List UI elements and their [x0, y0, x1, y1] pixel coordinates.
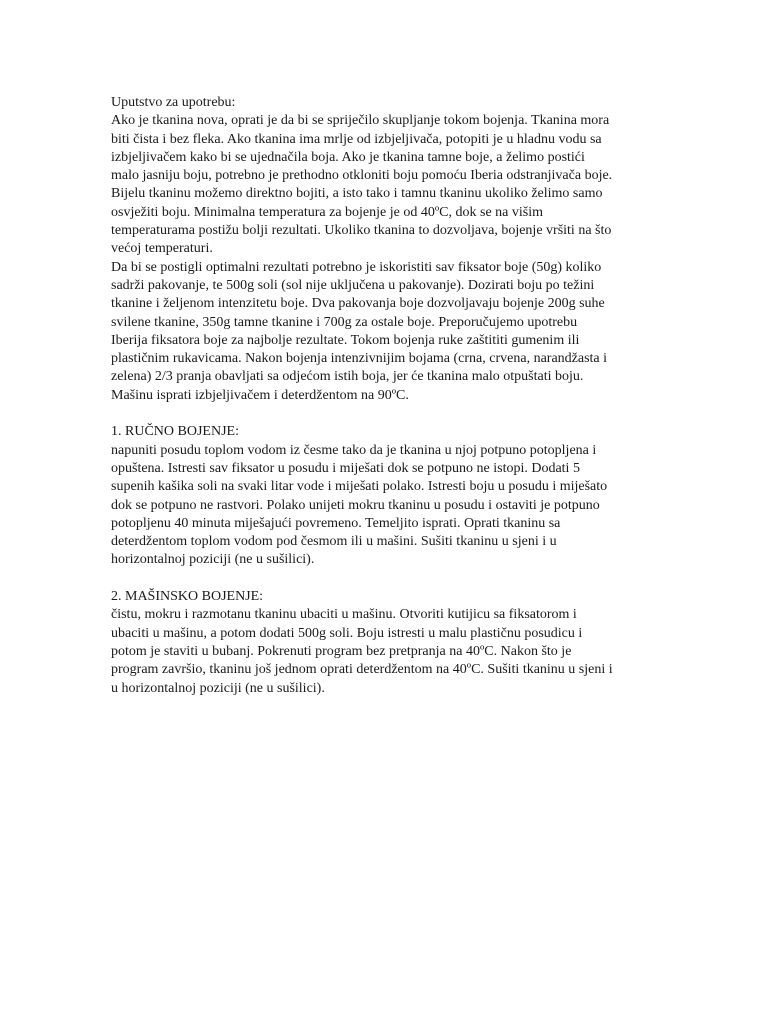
- section-line: potopljenu 40 minuta miješajući povremeno. Temeljito isprati. Oprati tkaninu sa: [111, 515, 561, 531]
- intro-line: biti čista i bez fleka. Ako tkanina ima mrlje od izbjeljivača, potopiti je u hladnu vodu sa: [111, 131, 602, 147]
- intro-line: izbjeljivačem kako bi se ujednačila boja. Ako je tkanina tamne boje, a želimo postići: [111, 149, 585, 165]
- intro-line: malo jasniju boju, potrebno je prethodno otkloniti boju pomoću Iberia odstranjivača boje.: [111, 168, 613, 184]
- intro-line: većoj temperaturi.: [111, 241, 213, 257]
- section-line: potom je staviti u bubanj. Pokrenuti program bez pretpranja na 40ºC. Nakon što je: [111, 643, 572, 659]
- section-line: program završio, tkaninu još jednom oprati deterdžentom na 40ºC. Sušiti tkaninu u sjeni i: [111, 662, 613, 678]
- intro-line: Ako je tkanina nova, oprati je da bi se spriječilo skupljanje tokom bojenja. Tkanina mora: [111, 113, 610, 129]
- intro-section: [111, 94, 671, 405]
- intro-line: Bijelu tkaninu možemo direktno bojiti, a isto tako i tamnu tkaninu ukoliko želimo samo: [111, 186, 603, 202]
- intro-line: osvježiti boju. Minimalna temperatura za bojenje je od 40ºC, dok se na višim: [111, 204, 544, 220]
- intro-line: Iberija fiksatora boje za najbolje rezultate. Tokom bojenja ruke zaštititi gumenim ili: [111, 332, 580, 348]
- section-line: opuštena. Istresti sav fiksator u posudu i miješati dok se potpuno ne istopi. Dodati 5: [111, 460, 580, 476]
- intro-line: tkanine i željenom intenzitetu boje. Dva pakovanja boje dozvoljavaju bojenje 200g suhe: [111, 296, 605, 312]
- intro-line: sadrži pakovanje, te 500g soli (sol nije uključena u pakovanje). Dozirati boju po težini: [111, 277, 595, 293]
- manual-dyeing-section: [111, 423, 671, 569]
- paragraph-gap: [111, 405, 671, 423]
- intro-line: temperaturama postižu bolji rezultati. Ukoliko tkanina to dozvoljava, bojenje vršiti na što: [111, 223, 612, 239]
- intro-heading: Uputstvo za upotrebu:: [111, 95, 236, 110]
- section-line: horizontalnoj poziciji (ne u sušilici).: [111, 552, 315, 568]
- intro-line: svilene tkanine, 350g tamne tkanine i 700g za ostale boje. Preporučujemo upotrebu: [111, 314, 578, 330]
- intro-line: Mašinu isprati izbjeljivačem i deterdžentom na 90ºC.: [111, 387, 409, 403]
- section-line: u horizontalnoj poziciji (ne u sušilici).: [111, 680, 325, 696]
- section-line: deterdžentom toplom vodom pod česmom ili u mašini. Sušiti tkaninu u sjeni i u: [111, 534, 557, 550]
- section-heading: 1. RUČNO BOJENJE:: [111, 424, 239, 440]
- section-line: čistu, mokru i razmotanu tkaninu ubaciti u mašinu. Otvoriti kutijicu sa fiksatorom i: [111, 607, 577, 623]
- section-line: supenih kašika soli na svaki litar vode i miješati polako. Istresti boju u posudu i miješato: [111, 479, 608, 495]
- section-heading: 2. MAŠINSKO BOJENJE:: [111, 589, 264, 605]
- paragraph-gap: [111, 570, 671, 588]
- section-line: napuniti posudu toplom vodom iz česme tako da je tkanina u njoj potpuno potopljena i: [111, 442, 597, 458]
- intro-line: plastičnim rukavicama. Nakon bojenja intenzivnijim bojama (crna, crvena, narandžasta i: [111, 351, 608, 367]
- intro-line: zelena) 2/3 pranja obavljati sa odjećom istih boja, jer će tkanina malo otpuštati boju.: [111, 369, 584, 385]
- section-line: ubaciti u mašinu, a potom dodati 500g soli. Boju istresti u malu plastičnu posudicu i: [111, 625, 583, 641]
- section-line: dok se potpuno ne rastvori. Polako unijeti mokru tkaninu u posudu i ostaviti je potpuno: [111, 497, 600, 513]
- machine-dyeing-section: [111, 588, 671, 698]
- intro-line: Da bi se postigli optimalni rezultati potrebno je iskoristiti sav fiksator boje (50g) koliko: [111, 259, 602, 275]
- document-body: [111, 94, 671, 698]
